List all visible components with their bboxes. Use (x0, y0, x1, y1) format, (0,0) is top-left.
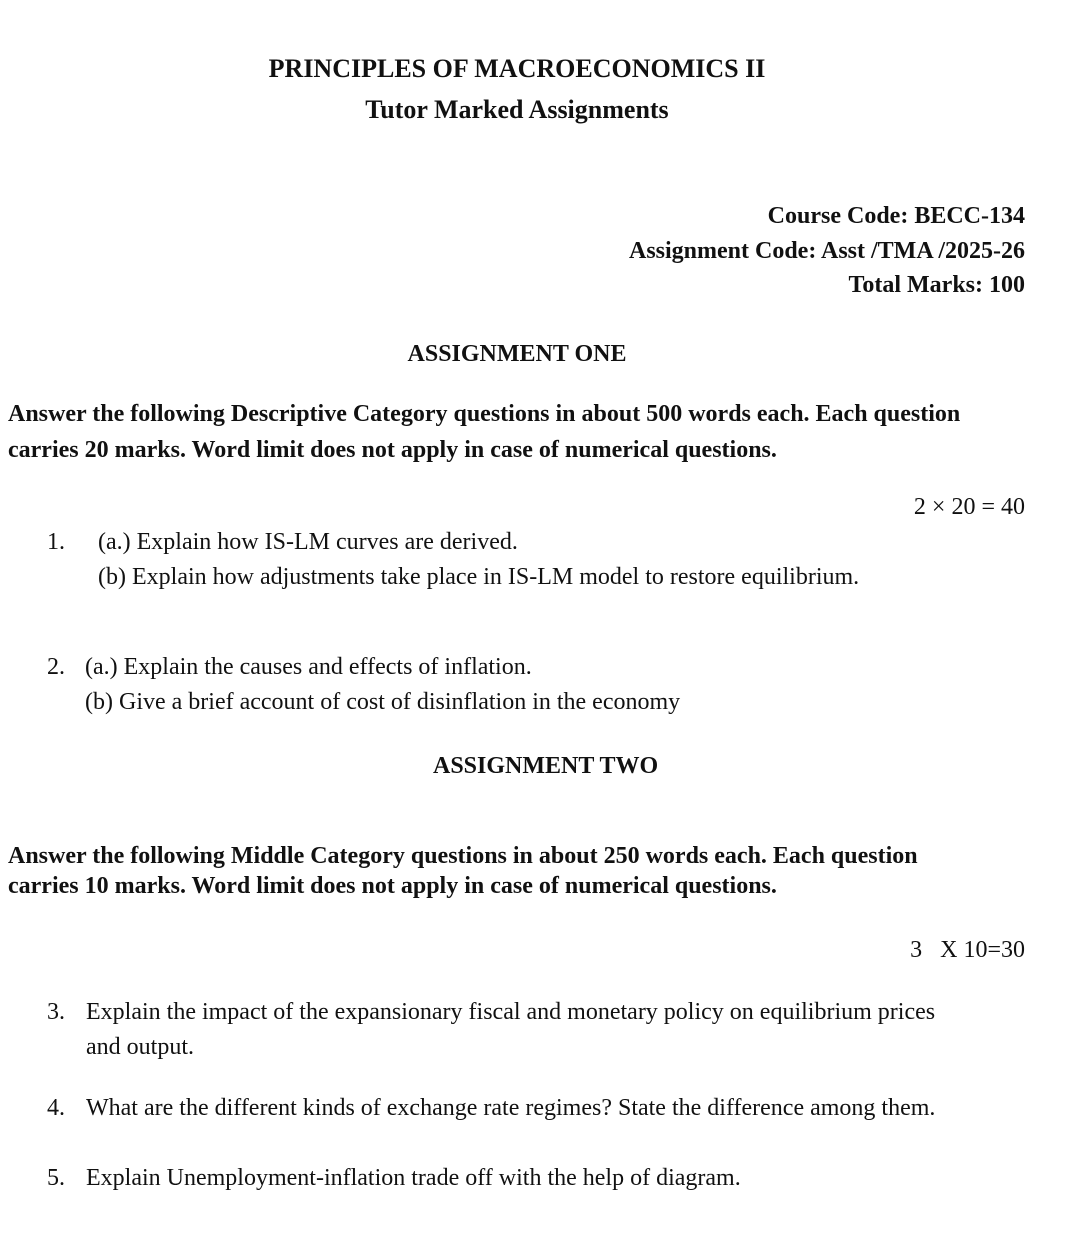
question-5: Explain Unemployment-inflation trade off with the help of diagram. (86, 1165, 741, 1191)
question-2b: (b) Give a brief account of cost of disinflation in the economy (85, 689, 681, 715)
course-code: Course Code: BECC-134 (767, 203, 1025, 229)
question-3-line1: Explain the impact of the expansionary fiscal and monetary policy on equilibrium prices (86, 999, 936, 1025)
assignment-two-instructions-line2: carries 10 marks. Word limit does not apply in case of numerical questions. (8, 873, 777, 899)
assignment-one-marks: 2 × 20 = 40 (913, 494, 1025, 520)
assignment-two-heading: ASSIGNMENT TWO (433, 753, 659, 779)
question-5-number: 5. (47, 1165, 65, 1191)
document-title: PRINCIPLES OF MACROECONOMICS II (268, 54, 766, 83)
question-1a: (a.) Explain how IS-LM curves are derived. (98, 529, 518, 555)
assignment-one-heading: ASSIGNMENT ONE (407, 341, 627, 367)
document-subtitle: Tutor Marked Assignments (365, 95, 669, 124)
question-3-number: 3. (47, 999, 65, 1025)
assignment-one-instructions-line2: carries 20 marks. Word limit does not apply in case of numerical questions. (8, 437, 777, 463)
assignment-one-instructions-line1: Answer the following Descriptive Category questions in about 500 words each. Each question (8, 401, 961, 427)
question-3-line2: and output. (86, 1034, 194, 1060)
assignment-two-marks: 3 X 10=30 (910, 937, 1025, 963)
question-2-number: 2. (47, 654, 65, 680)
question-4-number: 4. (47, 1095, 65, 1121)
assignment-code: Assignment Code: Asst /TMA /2025-26 (628, 238, 1025, 264)
total-marks: Total Marks: 100 (848, 272, 1025, 298)
assignment-two-instructions-line1: Answer the following Middle Category questions in about 250 words each. Each question (8, 843, 918, 869)
question-1b: (b) Explain how adjustments take place in IS-LM model to restore equilibrium. (98, 564, 860, 590)
question-1-number: 1. (47, 529, 65, 555)
question-2a: (a.) Explain the causes and effects of inflation. (85, 654, 532, 680)
question-4: What are the different kinds of exchange rate regimes? State the difference among them. (86, 1095, 936, 1121)
